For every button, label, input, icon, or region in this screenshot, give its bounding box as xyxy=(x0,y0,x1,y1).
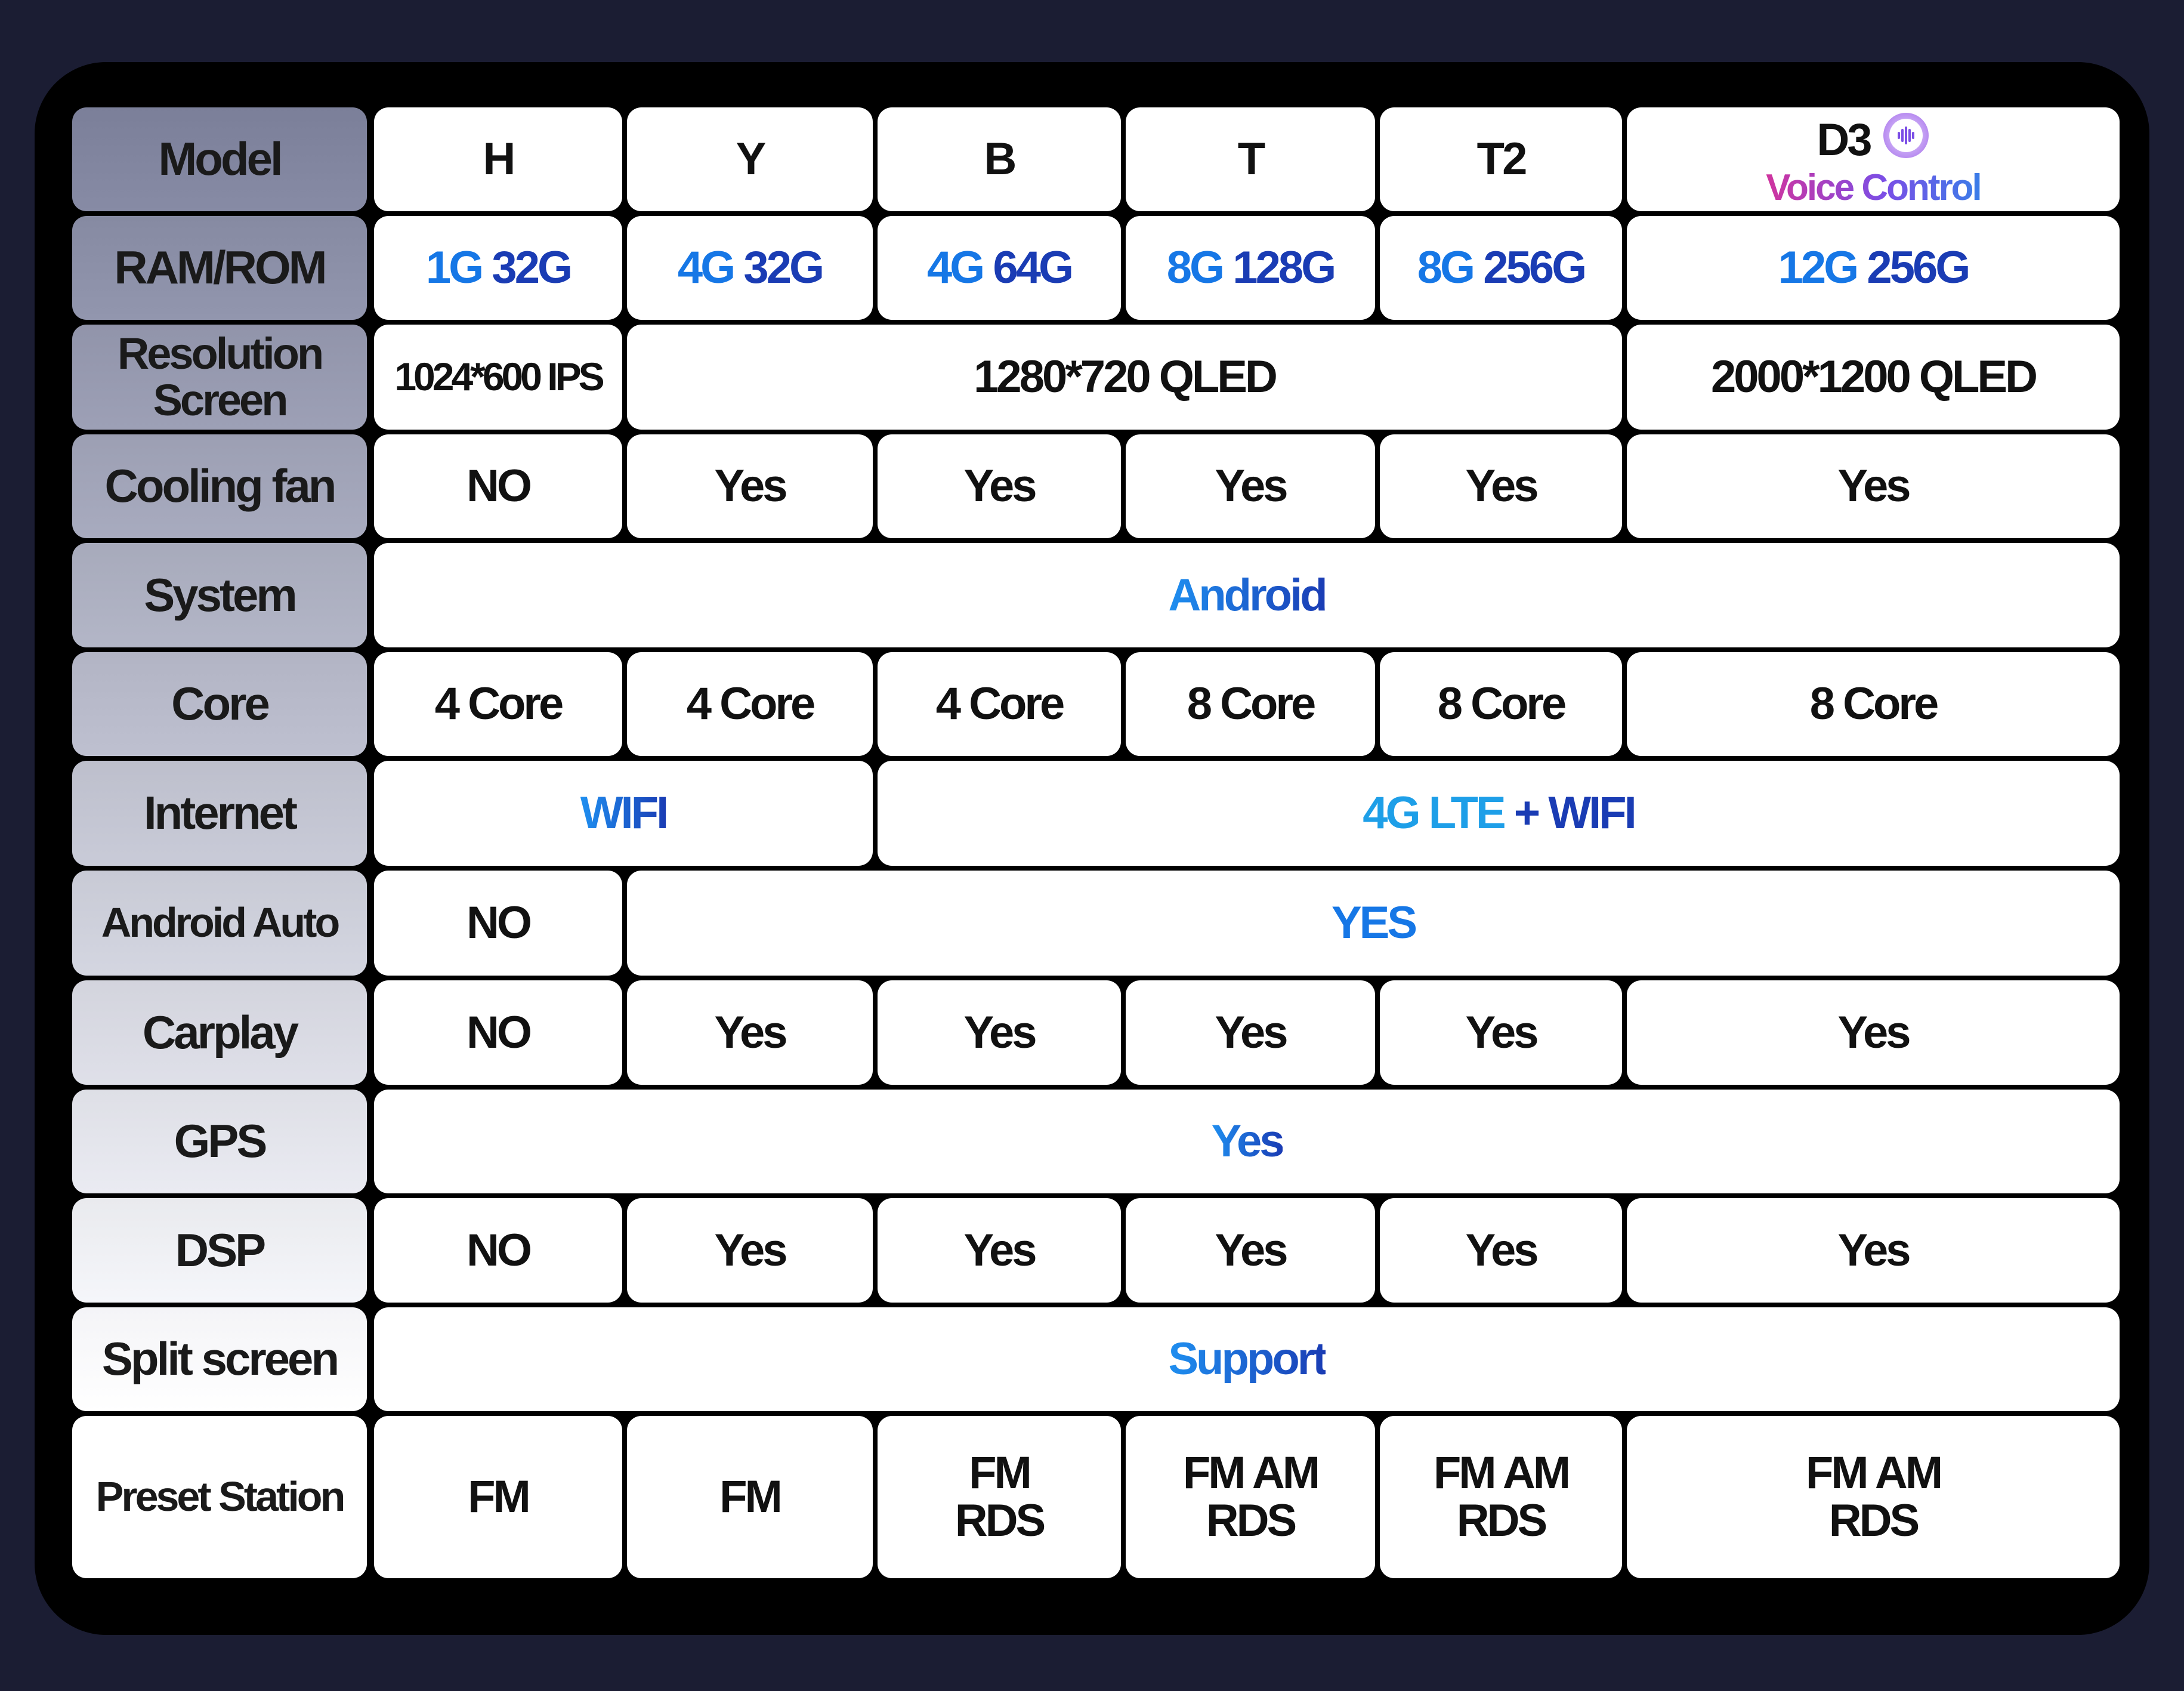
carplay-d3 xyxy=(1627,980,2120,1085)
preset-line1: FM AM xyxy=(1182,1448,1318,1499)
rom-value: 128G xyxy=(1232,242,1335,294)
dsp-text: Yes xyxy=(714,1224,786,1276)
row-label-text: Internet xyxy=(143,786,296,840)
row-label-line: Screen xyxy=(153,375,286,425)
row-label-system xyxy=(72,543,367,647)
carplay-text: Yes xyxy=(1465,1007,1537,1058)
preset-station-t2 xyxy=(1380,1416,1622,1578)
cooling-fan-text: Yes xyxy=(1465,461,1537,512)
cooling-fan-text: Yes xyxy=(714,461,786,512)
model-d3 xyxy=(1627,107,2120,211)
preset-station-t xyxy=(1126,1416,1375,1578)
row-label-text: Cooling fan xyxy=(104,459,335,513)
dsp-t2 xyxy=(1380,1198,1622,1303)
cooling-fan-text: Yes xyxy=(1215,461,1286,512)
dsp-d3 xyxy=(1627,1198,2120,1303)
android-auto-text: YES xyxy=(1331,897,1416,949)
cooling-fan-y xyxy=(627,434,873,538)
d3-title xyxy=(1817,112,1929,168)
carplay-text: NO xyxy=(467,1007,530,1058)
cooling-fan-text: NO xyxy=(467,461,530,512)
ram-rom-value xyxy=(1417,244,1584,292)
preset-line2: RDS xyxy=(954,1495,1044,1546)
model-name: Y xyxy=(736,134,764,185)
row-label-text: Preset Station xyxy=(95,1473,344,1520)
ram-value: 8G xyxy=(1417,242,1473,294)
core-h xyxy=(374,652,622,756)
carplay-b xyxy=(878,980,1121,1085)
ram-value: 4G xyxy=(926,242,983,294)
row-label-text: Android Auto xyxy=(101,899,338,946)
row-label-split-screen xyxy=(72,1307,367,1411)
ram-rom-b xyxy=(878,216,1121,320)
ram-value: 4G xyxy=(677,242,734,294)
row-label-text: Core xyxy=(171,677,268,730)
core-text: 8 Core xyxy=(1437,678,1565,730)
voice-control-label: Voice Control xyxy=(1766,166,1981,208)
carplay-text: Yes xyxy=(1215,1007,1286,1058)
carplay-text: Yes xyxy=(963,1007,1035,1058)
dsp-text: NO xyxy=(467,1224,530,1276)
ram-rom-value xyxy=(1778,244,1969,292)
ram-rom-t xyxy=(1126,216,1375,320)
preset-line1: FM xyxy=(468,1471,529,1523)
row-label-android-auto xyxy=(72,871,367,976)
internet-lte-text xyxy=(1363,789,1634,837)
resolution-value xyxy=(1627,325,2120,430)
preset-line2: RDS xyxy=(1456,1495,1546,1546)
core-b xyxy=(878,652,1121,756)
dsp-b xyxy=(878,1198,1121,1303)
ram-rom-value xyxy=(678,244,822,292)
rom-value: 256G xyxy=(1483,242,1585,294)
ram-rom-value xyxy=(927,244,1071,292)
lte-text: 4G LTE xyxy=(1363,788,1504,839)
preset-line1: FM AM xyxy=(1805,1448,1941,1499)
rom-value: 32G xyxy=(492,242,571,294)
ram-rom-d3 xyxy=(1627,216,2120,320)
carplay-text: Yes xyxy=(1837,1007,1909,1058)
row-label-resolution-screen xyxy=(72,325,367,430)
model-name: H xyxy=(483,134,514,185)
core-d3 xyxy=(1627,652,2120,756)
wifi-text: WIFI xyxy=(1548,788,1635,839)
dsp-text: Yes xyxy=(1465,1224,1537,1276)
ram-rom-y xyxy=(627,216,873,320)
row-label-text: Model xyxy=(158,132,281,186)
split-screen-text: Support xyxy=(1168,1334,1326,1385)
rom-value: 64G xyxy=(993,242,1072,294)
model-name: T xyxy=(1237,134,1264,185)
model-t2 xyxy=(1380,107,1622,211)
model-t xyxy=(1126,107,1375,211)
android-auto-others xyxy=(627,871,2120,976)
row-label-core xyxy=(72,652,367,756)
core-text: 4 Core xyxy=(686,678,814,730)
preset-station-b xyxy=(878,1416,1121,1578)
system-text: Android xyxy=(1168,569,1326,621)
gps-text: Yes xyxy=(1211,1116,1283,1167)
row-label-text: RAM/ROM xyxy=(114,241,325,294)
cooling-fan-t2 xyxy=(1380,434,1622,538)
resolution-text: 1024*600 IPS xyxy=(394,354,602,399)
row-label-internet xyxy=(72,761,367,866)
cooling-fan-t xyxy=(1126,434,1375,538)
plus-text: + xyxy=(1503,788,1549,839)
preset-line2: RDS xyxy=(1206,1495,1295,1546)
row-label-text: Split screen xyxy=(101,1332,338,1385)
dsp-text: Yes xyxy=(1215,1224,1286,1276)
system-value xyxy=(374,543,2120,647)
ram-value: 8G xyxy=(1166,242,1223,294)
preset-station-y xyxy=(627,1416,873,1578)
android-auto-h xyxy=(374,871,622,976)
carplay-h xyxy=(374,980,622,1085)
preset-line1: FM AM xyxy=(1433,1448,1569,1499)
model-b xyxy=(878,107,1121,211)
core-text: 8 Core xyxy=(1809,678,1937,730)
model-name: B xyxy=(984,134,1015,185)
dsp-y xyxy=(627,1198,873,1303)
model-y xyxy=(627,107,873,211)
row-label-ram-rom xyxy=(72,216,367,320)
dsp-t xyxy=(1126,1198,1375,1303)
row-label-preset-station xyxy=(72,1416,367,1578)
row-label-gps xyxy=(72,1090,367,1193)
row-label-text: GPS xyxy=(174,1115,265,1168)
dsp-text: Yes xyxy=(963,1224,1035,1276)
resolution-value xyxy=(374,325,622,430)
ram-rom-value xyxy=(426,244,570,292)
row-label-line: Resolution xyxy=(117,329,322,379)
row-label-text: DSP xyxy=(175,1223,264,1276)
preset-station-d3 xyxy=(1627,1416,2120,1578)
row-label-dsp xyxy=(72,1198,367,1303)
carplay-t2 xyxy=(1380,980,1622,1085)
row-label-text: System xyxy=(144,568,295,621)
core-t2 xyxy=(1380,652,1622,756)
cooling-fan-text: Yes xyxy=(963,461,1035,512)
voice-control-icon xyxy=(1882,112,1930,168)
internet-text: WIFI xyxy=(580,788,667,839)
resolution-text: 1280*720 QLED xyxy=(974,351,1275,403)
core-text: 4 Core xyxy=(434,678,562,730)
ram-value: 12G xyxy=(1778,242,1857,294)
dsp-h xyxy=(374,1198,622,1303)
carplay-y xyxy=(627,980,873,1085)
core-y xyxy=(627,652,873,756)
core-text: 4 Core xyxy=(935,678,1063,730)
ram-rom-t2 xyxy=(1380,216,1622,320)
rom-value: 256G xyxy=(1867,242,1969,294)
dsp-text: Yes xyxy=(1837,1224,1909,1276)
cooling-fan-b xyxy=(878,434,1121,538)
gps-value xyxy=(374,1090,2120,1193)
android-auto-text: NO xyxy=(467,897,530,949)
row-label-cooling-fan xyxy=(72,434,367,538)
model-name: T2 xyxy=(1476,134,1525,185)
row-label-model xyxy=(72,107,367,211)
resolution-value xyxy=(627,325,1622,430)
carplay-text: Yes xyxy=(714,1007,786,1058)
internet-lte-wifi xyxy=(878,761,2120,866)
core-t xyxy=(1126,652,1375,756)
internet-wifi xyxy=(374,761,873,866)
row-label-text: Carplay xyxy=(142,1005,297,1059)
preset-station-h xyxy=(374,1416,622,1578)
ram-rom-value xyxy=(1167,244,1334,292)
preset-line1: FM xyxy=(969,1448,1030,1499)
resolution-text: 2000*1200 QLED xyxy=(1711,351,2035,403)
cooling-fan-text: Yes xyxy=(1837,461,1909,512)
cooling-fan-d3 xyxy=(1627,434,2120,538)
ram-rom-h xyxy=(374,216,622,320)
model-name: D3 xyxy=(1817,114,1870,165)
preset-line1: FM xyxy=(719,1471,780,1523)
core-text: 8 Core xyxy=(1187,678,1314,730)
cooling-fan-h xyxy=(374,434,622,538)
row-label-carplay xyxy=(72,980,367,1085)
carplay-t xyxy=(1126,980,1375,1085)
ram-value: 1G xyxy=(425,242,482,294)
split-screen-value xyxy=(374,1307,2120,1411)
model-h xyxy=(374,107,622,211)
preset-line2: RDS xyxy=(1828,1495,1918,1546)
rom-value: 32G xyxy=(743,242,823,294)
